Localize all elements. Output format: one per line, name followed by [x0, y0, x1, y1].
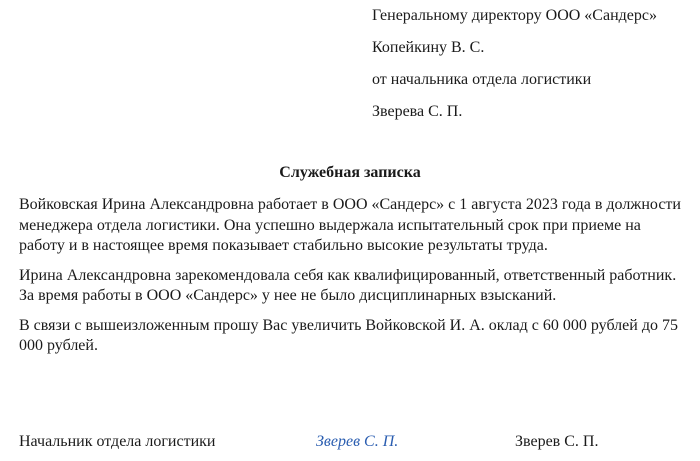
handwritten-signature: Зверев С. П. [316, 433, 399, 450]
addressee-recipient-title: Генеральному директору ООО «Сандерс» [372, 7, 657, 24]
memo-paragraph-1: Войковская Ирина Александровна работает в ООО «Сандерс» с 1 августа 2023 года в должности менеджера отдела логистики. Она успешно выдержала испытательный срок при приеме на работу и в настоящее время показывает стабильно высокие результаты труда. [19, 196, 681, 254]
addressee-recipient-name: Копейкину В. С. [372, 39, 485, 56]
memo-paragraph-3: В связи с вышеизложенным прошу Вас увеличить Войковской И. А. оклад с 60 000 рублей до 75 000 рублей. [19, 316, 678, 354]
memo-paragraph-2: Ирина Александровна зарекомендовала себя как квалифицированный, ответственный работник. За время работы в ООО «Сандерс» у нее не было дисциплинарных взысканий. [19, 266, 677, 304]
addressee-sender-name: Зверева С. П. [372, 103, 463, 120]
addressee-sender-title: от начальника отдела логистики [372, 71, 592, 88]
addressee-block [372, 6, 692, 134]
signature-name: Зверев С. П. [515, 433, 599, 450]
signature-row [0, 432, 700, 452]
memo-body [19, 195, 689, 366]
document-title: Служебная записка [279, 164, 421, 181]
signature-position: Начальник отдела логистики [19, 433, 216, 450]
